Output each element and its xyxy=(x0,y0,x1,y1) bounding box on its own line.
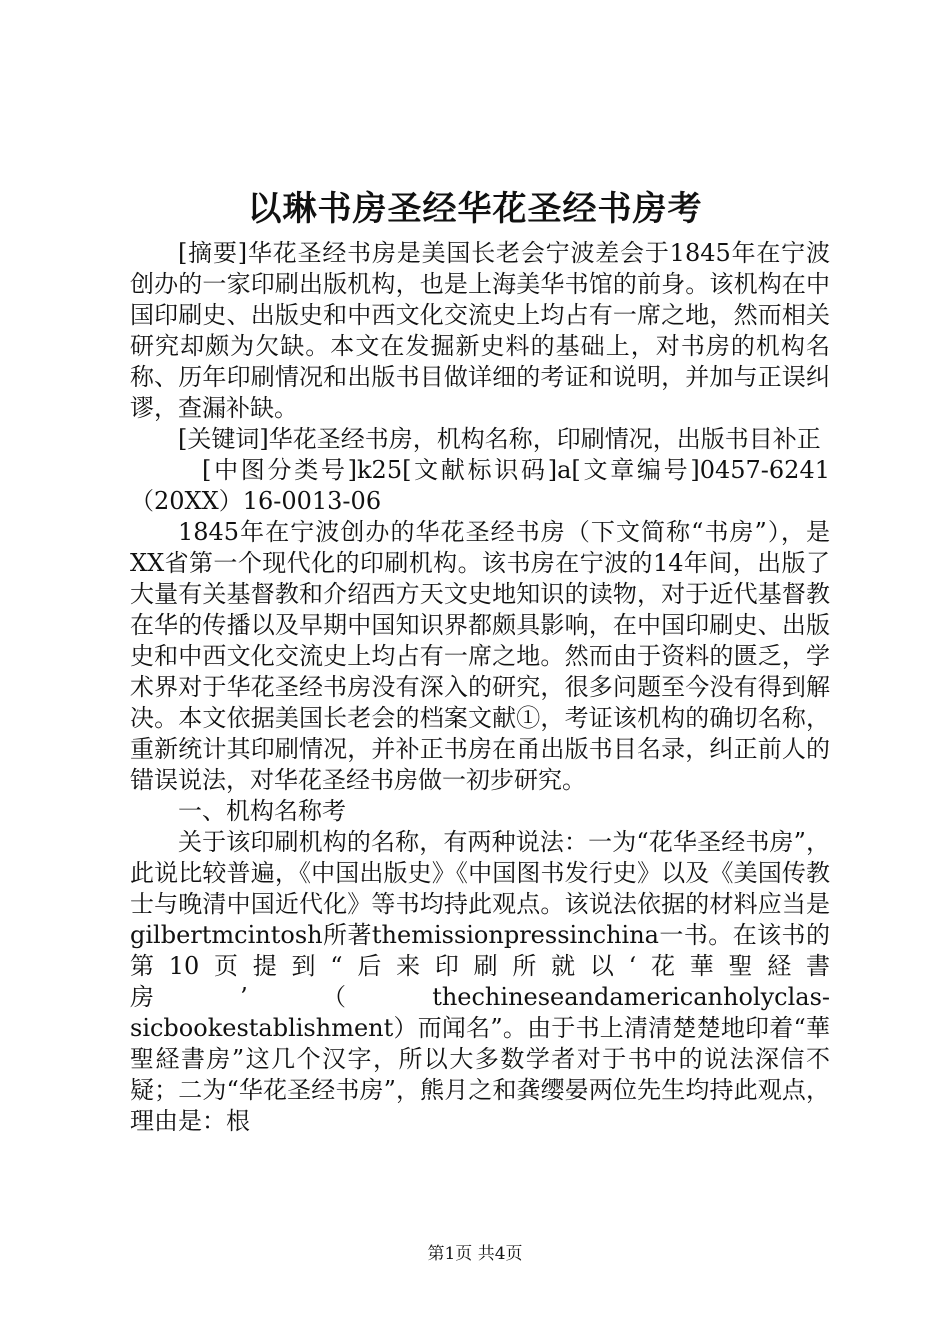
section-body-paragraph: 关于该印刷机构的名称，有两种说法：一为“花华圣经书房”，此说比较普遍，《中国出版史》《中国图书发行史》以及《美国传教士与晚清中国近代化》等书均持此观点。该说法依据的材料应当是gilbertmcintosh所著themissionpressinchina一书。在该书的第10页提到“后来印刷所就以‘花華聖経書房’（thechineseandamericanholyclas-sicbookestablishment）而闻名”。由于书上清清楚楚地印着“華聖経書房”这几个汉字，所以大多数学者对于书中的说法深信不疑；二为“华花圣经书房”，熊月之和龚缨晏两位先生均持此观点，理由是：根 xyxy=(130,828,830,1135)
intro-paragraph: 1845年在宁波创办的华花圣经书房（下文简称“书房”），是XX省第一个现代化的印刷机构。该书房在宁波的14年间，出版了大量有关基督教和介绍西方天文史地知识的读物，对于近代基督教在华的传播以及早期中国知识界都颇具影响，在中国印刷史、出版史和中西文化交流史上均占有一席之地。然而由于资料的匮乏，学术界对于华花圣经书房没有深入的研究，很多问题至今没有得到解决。本文依据美国长老会的档案文献①，考证该机构的确切名称，重新统计其印刷情况，并补正书房在甬出版书目名录，纠正前人的错误说法，对华花圣经书房做一初步研究。 xyxy=(130,518,830,794)
keywords-paragraph: [关键词]华花圣经书房，机构名称，印刷情况，出版书目补正 xyxy=(178,425,821,453)
classification-paragraph: [中图分类号]k25[文献标识码]a[文章编号]0457-6241（20XX）16-0013-06 xyxy=(130,456,830,515)
abstract-paragraph: [摘要]华花圣经书房是美国长老会宁波差会于1845年在宁波创办的一家印刷出版机构，也是上海美华书馆的前身。该机构在中国印刷史、出版史和中西文化交流史上均占有一席之地，然而相关研究却颇为欠缺。本文在发掘新史料的基础上，对书房的机构名称、历年印刷情况和出版书目做详细的考证和说明，并加与正误纠谬，查漏补缺。 xyxy=(130,239,830,422)
document-body xyxy=(130,238,830,1137)
page-title: 以琳书房圣经华花圣经书房考 xyxy=(247,189,703,229)
page-number: 第1页 共4页 xyxy=(427,1244,523,1264)
page-footer xyxy=(0,1242,950,1266)
section-heading: 一、机构名称考 xyxy=(178,797,346,825)
